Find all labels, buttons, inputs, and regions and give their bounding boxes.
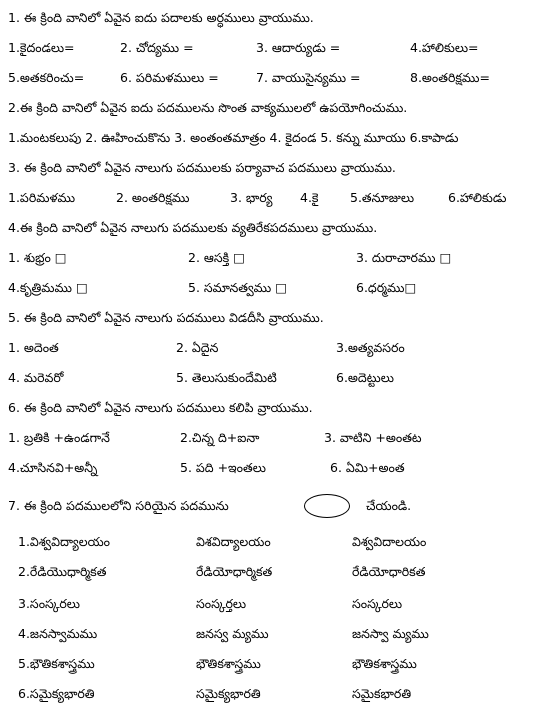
q5-heading xyxy=(0,306,560,330)
heading-text: 5. ఈ క్రింది వానిలో ఏవైన నాలుగు పదములు విడదీసి వ్రాయుము. xyxy=(8,310,324,325)
q5-row-1 xyxy=(0,336,560,360)
item: 3. భార్య xyxy=(230,190,273,205)
option: రేడియోధార్మికత xyxy=(196,564,273,579)
item: 4.కై xyxy=(300,190,319,205)
heading-text-end: చేయండి. xyxy=(366,498,412,513)
item: 6. పరిమళములు = xyxy=(120,70,219,85)
option: 2.రేడియొధార్మికత xyxy=(18,564,107,579)
q7-row-2 xyxy=(0,560,560,584)
option: సంస్కరలు xyxy=(352,596,403,611)
q7-row-3 xyxy=(0,592,560,616)
q7-row-4 xyxy=(0,622,560,646)
item: 6. ఏమి+అంత xyxy=(330,460,405,475)
heading-text: 6. ఈ క్రింది వానిలో ఏవైన నాలుగు పదములు కలిపి వ్రాయుము. xyxy=(8,400,313,415)
item: 1.మంటకలుపు 2. ఊహించుకొను 3. అంతంతమాత్రం 4. కైదండ 5. కన్ను మూయు 6.కాపాడు xyxy=(8,130,459,145)
q6-row-1 xyxy=(0,426,560,450)
item: 1. అదెంత xyxy=(8,340,59,355)
item: 6.అదెట్టులు xyxy=(336,370,394,385)
item: 4.కృత్రిమము □ xyxy=(8,280,88,295)
q1-heading xyxy=(0,6,560,30)
q3-heading xyxy=(0,156,560,180)
item: 4.హాలికులు= xyxy=(410,40,479,55)
item: 3. ఆదార్యుడు = xyxy=(256,40,341,55)
item: 2. ఆసక్తి □ xyxy=(188,250,245,265)
option: 3.సంస్కరలు xyxy=(18,596,80,611)
option: సంస్కర్తలు xyxy=(196,596,247,611)
heading-text: 2.ఈ క్రింది వానిలో ఏవైన ఐదు పదములను సొంత వాక్యములలో ఉపయోగించుము. xyxy=(8,100,408,115)
q2-heading xyxy=(0,96,560,120)
option: 6.సమైక్యభారతి xyxy=(18,686,95,701)
item: 5. తెలుసుకుందేమిటి xyxy=(176,370,277,385)
option: 1.విశ్వవిద్యాలయం xyxy=(18,534,111,549)
option: భౌతికశాస్త్రము xyxy=(352,656,417,671)
item: 5. సమానత్వము □ xyxy=(188,280,288,295)
item: 5.అతకరించు= xyxy=(8,70,85,85)
item: 1. బ్రతికి +ఉండగానే xyxy=(8,430,110,445)
item: 1.కైదండలు= xyxy=(8,40,75,55)
option: సమైక్యభారతి xyxy=(196,686,261,701)
q6-row-2 xyxy=(0,456,560,480)
option: 5.భౌతికశాస్త్రము xyxy=(18,656,95,671)
q7-row-1 xyxy=(0,530,560,554)
item: 5. పది +ఇంతలు xyxy=(180,460,266,475)
answer-oval xyxy=(304,494,350,518)
item: 1.పరిమళము xyxy=(8,190,76,205)
item: 2. అంతరిక్షము xyxy=(116,190,190,205)
item: 5.తనూజులు xyxy=(350,190,415,205)
heading-text: 4.ఈ క్రింది వానిలో ఏవైన నాలుగు పదములకు వ్యతిరేకపదములు వ్రాయుము. xyxy=(8,220,378,235)
q7-heading xyxy=(0,494,560,518)
item: 6.హాలికుడు xyxy=(448,190,507,205)
q7-row-6 xyxy=(0,682,560,706)
heading-text: 7. ఈ క్రింది పదములలోని సరియైన పదమును xyxy=(8,498,229,513)
q2-row-1 xyxy=(0,126,560,150)
option: రేడియోధారికత xyxy=(352,564,426,579)
item: 7. వాయుసైన్యము = xyxy=(256,70,361,85)
option: విశవిద్యాలయం xyxy=(196,534,271,549)
heading-text: 1. ఈ క్రింది వానిలో ఏవైన ఐదు పదాలకు అర్ధములు వ్రాయుము. xyxy=(8,10,314,25)
heading-text: 3. ఈ క్రింది వానిలో ఏవైన నాలుగు పదములకు పర్యావాచ పదములు వ్రాయుము. xyxy=(8,160,396,175)
item: 2. చోద్యము = xyxy=(120,40,194,55)
item: 6.ధర్మము□ xyxy=(356,280,417,295)
q3-row-1 xyxy=(0,186,560,210)
option: జనస్వ మ్యము xyxy=(196,626,269,641)
item: 2.చిన్న ది+ఐనా xyxy=(180,430,260,445)
option: భౌతికశాస్త్రము xyxy=(196,656,261,671)
option: విశ్వవిదాలయం xyxy=(352,534,427,549)
q4-row-2 xyxy=(0,276,560,300)
q1-row-1 xyxy=(0,36,560,60)
q5-row-2 xyxy=(0,366,560,390)
q7-row-5 xyxy=(0,652,560,676)
option: సమైకభారతి xyxy=(352,686,412,701)
q4-row-1 xyxy=(0,246,560,270)
item: 3. దురాచారము □ xyxy=(356,250,452,265)
item: 4.చూసినవి+అన్నీ xyxy=(8,460,98,475)
item: 8.అంతరిక్షము= xyxy=(410,70,490,85)
option: జనస్వా మ్యము xyxy=(352,626,429,641)
q4-heading xyxy=(0,216,560,240)
item: 3.అత్యవసరం xyxy=(336,340,405,355)
item: 3. వాటిని +అంతట xyxy=(324,430,422,445)
item: 1. శుభ్రం □ xyxy=(8,250,67,265)
q1-row-2 xyxy=(0,66,560,90)
item: 2. ఏదైన xyxy=(176,340,219,355)
item: 4. మరెవరో xyxy=(8,370,64,385)
option: 4.జనస్వామము xyxy=(18,626,98,641)
q6-heading xyxy=(0,396,560,420)
